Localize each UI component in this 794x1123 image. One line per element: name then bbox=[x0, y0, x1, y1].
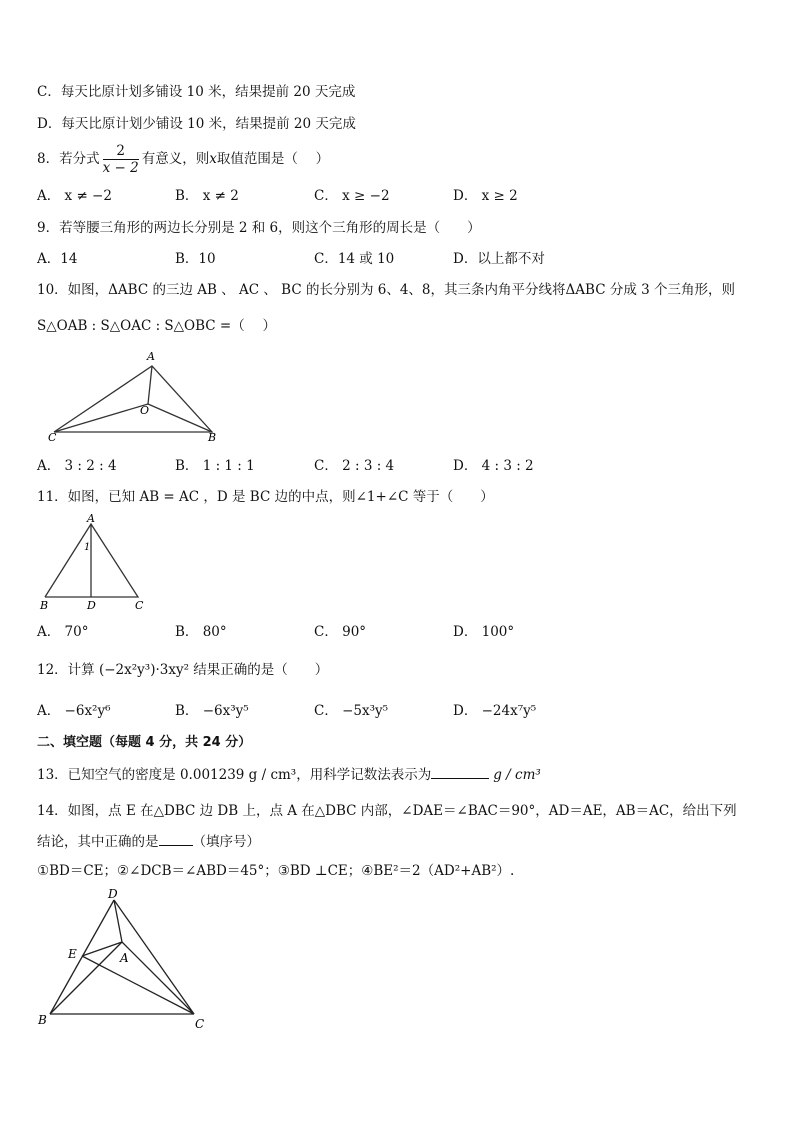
q11-label-c: C bbox=[135, 599, 144, 612]
q14-label-e: E bbox=[68, 947, 77, 961]
q14-segment-ea bbox=[82, 942, 122, 956]
q10-option-c: C． 2 : 3 : 4 bbox=[314, 458, 395, 474]
question-11: 11．如图，已知 AB = AC ，D 是 BC 边的中点，则∠1+∠C 等于（ ） bbox=[37, 489, 494, 505]
q10-bisector-co bbox=[54, 404, 148, 432]
q9-option-d: D．以上都不对 bbox=[453, 251, 545, 267]
q11-option-c: C． 90° bbox=[314, 624, 367, 640]
q10-option-b: B． 1 : 1 : 1 bbox=[175, 458, 255, 474]
q14-answer-blank bbox=[159, 832, 193, 846]
q10-label-a: A bbox=[147, 350, 155, 363]
option-c-q7: C．每天比原计划多铺设 10 米，结果提前 20 天完成 bbox=[37, 84, 356, 100]
q14-label-b: B bbox=[38, 1013, 47, 1027]
section-2-heading: 二、填空题（每题 4 分，共 24 分） bbox=[37, 735, 252, 750]
q14-label-c: C bbox=[195, 1017, 205, 1031]
q11-label-a: A bbox=[87, 512, 95, 525]
q11-option-d: D． 100° bbox=[453, 624, 515, 640]
q8-option-b: B． x ≠ 2 bbox=[175, 188, 239, 204]
q10-label-o: O bbox=[140, 404, 150, 417]
q8-frac-num: 2 bbox=[103, 143, 139, 160]
question-13 bbox=[37, 765, 541, 784]
q11-option-a: A． 70° bbox=[37, 624, 89, 640]
q14-segment-ac bbox=[122, 942, 194, 1014]
q10-label-b: B bbox=[208, 431, 217, 444]
q9-option-b: B．10 bbox=[175, 251, 216, 267]
q13-answer-blank bbox=[431, 765, 489, 779]
q11-label-b: B bbox=[40, 599, 49, 612]
question-10: 10．如图，ΔABC 的三边 AB 、 AC 、 BC 的长分别为 6、4、8，其三条内角平分线将ΔABC 分成 3 个三角形，则 bbox=[37, 282, 735, 298]
q8-suffix-a: 有意义，则 bbox=[141, 151, 210, 167]
q14-figure bbox=[34, 884, 214, 1036]
q14-line-2 bbox=[37, 832, 260, 851]
q12-option-b: B． −6x³y⁵ bbox=[175, 703, 249, 719]
q9-option-c: C．14 或 10 bbox=[314, 251, 395, 267]
q8-option-c: C． x ≥ −2 bbox=[314, 188, 390, 204]
q8-var: x bbox=[209, 151, 217, 167]
q8-option-d: D． x ≥ 2 bbox=[453, 188, 518, 204]
q11-label-d: D bbox=[87, 599, 96, 612]
q10-bisector-bo bbox=[148, 404, 212, 432]
q10-area-ratio: S△OAB : S△OAC : S△OBC =（ ） bbox=[37, 318, 276, 334]
q13-text-a: 13．已知空气的密度是 0.001239 g / cm³，用科学记数法表示为 bbox=[37, 767, 432, 783]
question-14: 14．如图，点 E 在△DBC 边 DB 上，点 A 在△DBC 内部，∠DAE＝∠BAC＝90°，AD＝AE，AB＝AC，给出下列 bbox=[37, 803, 737, 819]
question-8 bbox=[37, 143, 329, 176]
q10-option-a: A． 3 : 2 : 4 bbox=[37, 458, 117, 474]
q8-suffix-b: 取值范围是（ ） bbox=[216, 151, 330, 167]
q10-label-c: C bbox=[48, 431, 57, 444]
question-12: 12．计算 (−2x²y³)·3xy² 结果正确的是（ ） bbox=[37, 662, 329, 678]
q14-segment-ba bbox=[50, 942, 122, 1014]
q11-option-b: B． 80° bbox=[175, 624, 227, 640]
q12-option-a: A． −6x²y⁶ bbox=[37, 703, 111, 719]
q14-text-b: （填序号） bbox=[192, 834, 260, 850]
q8-prefix: 8．若分式 bbox=[37, 151, 100, 167]
q10-triangle-figure bbox=[40, 348, 230, 446]
q11-triangle-figure bbox=[36, 512, 156, 614]
q11-label-angle-1: 1 bbox=[84, 542, 91, 553]
q9-option-a: A．14 bbox=[37, 251, 78, 267]
q10-bisector-ao bbox=[148, 366, 152, 404]
q14-conclusions: ①BD＝CE；②∠DCB＝∠ABD＝45°；③BD ⊥CE；④BE²＝2（AD²+AB²）. bbox=[37, 863, 515, 879]
q14-text-a: 结论，其中正确的是 bbox=[37, 834, 159, 850]
q12-option-d: D． −24x⁷y⁵ bbox=[453, 703, 537, 719]
option-d-q7: D．每天比原计划少铺设 10 米，结果提前 20 天完成 bbox=[37, 116, 356, 132]
q8-frac-den: x − 2 bbox=[102, 160, 139, 176]
q14-label-a: A bbox=[120, 951, 129, 965]
q12-option-c: C． −5x³y⁵ bbox=[314, 703, 389, 719]
q13-unit: g / cm³ bbox=[493, 767, 541, 783]
q10-option-d: D． 4 : 3 : 2 bbox=[453, 458, 534, 474]
q14-side-db bbox=[50, 900, 114, 1014]
q8-option-a: A． x ≠ −2 bbox=[37, 188, 112, 204]
q14-label-d: D bbox=[108, 887, 118, 901]
q8-fraction bbox=[103, 143, 139, 176]
question-9: 9．若等腰三角形的两边长分别是 2 和 6，则这个三角形的周长是（ ） bbox=[37, 220, 481, 236]
